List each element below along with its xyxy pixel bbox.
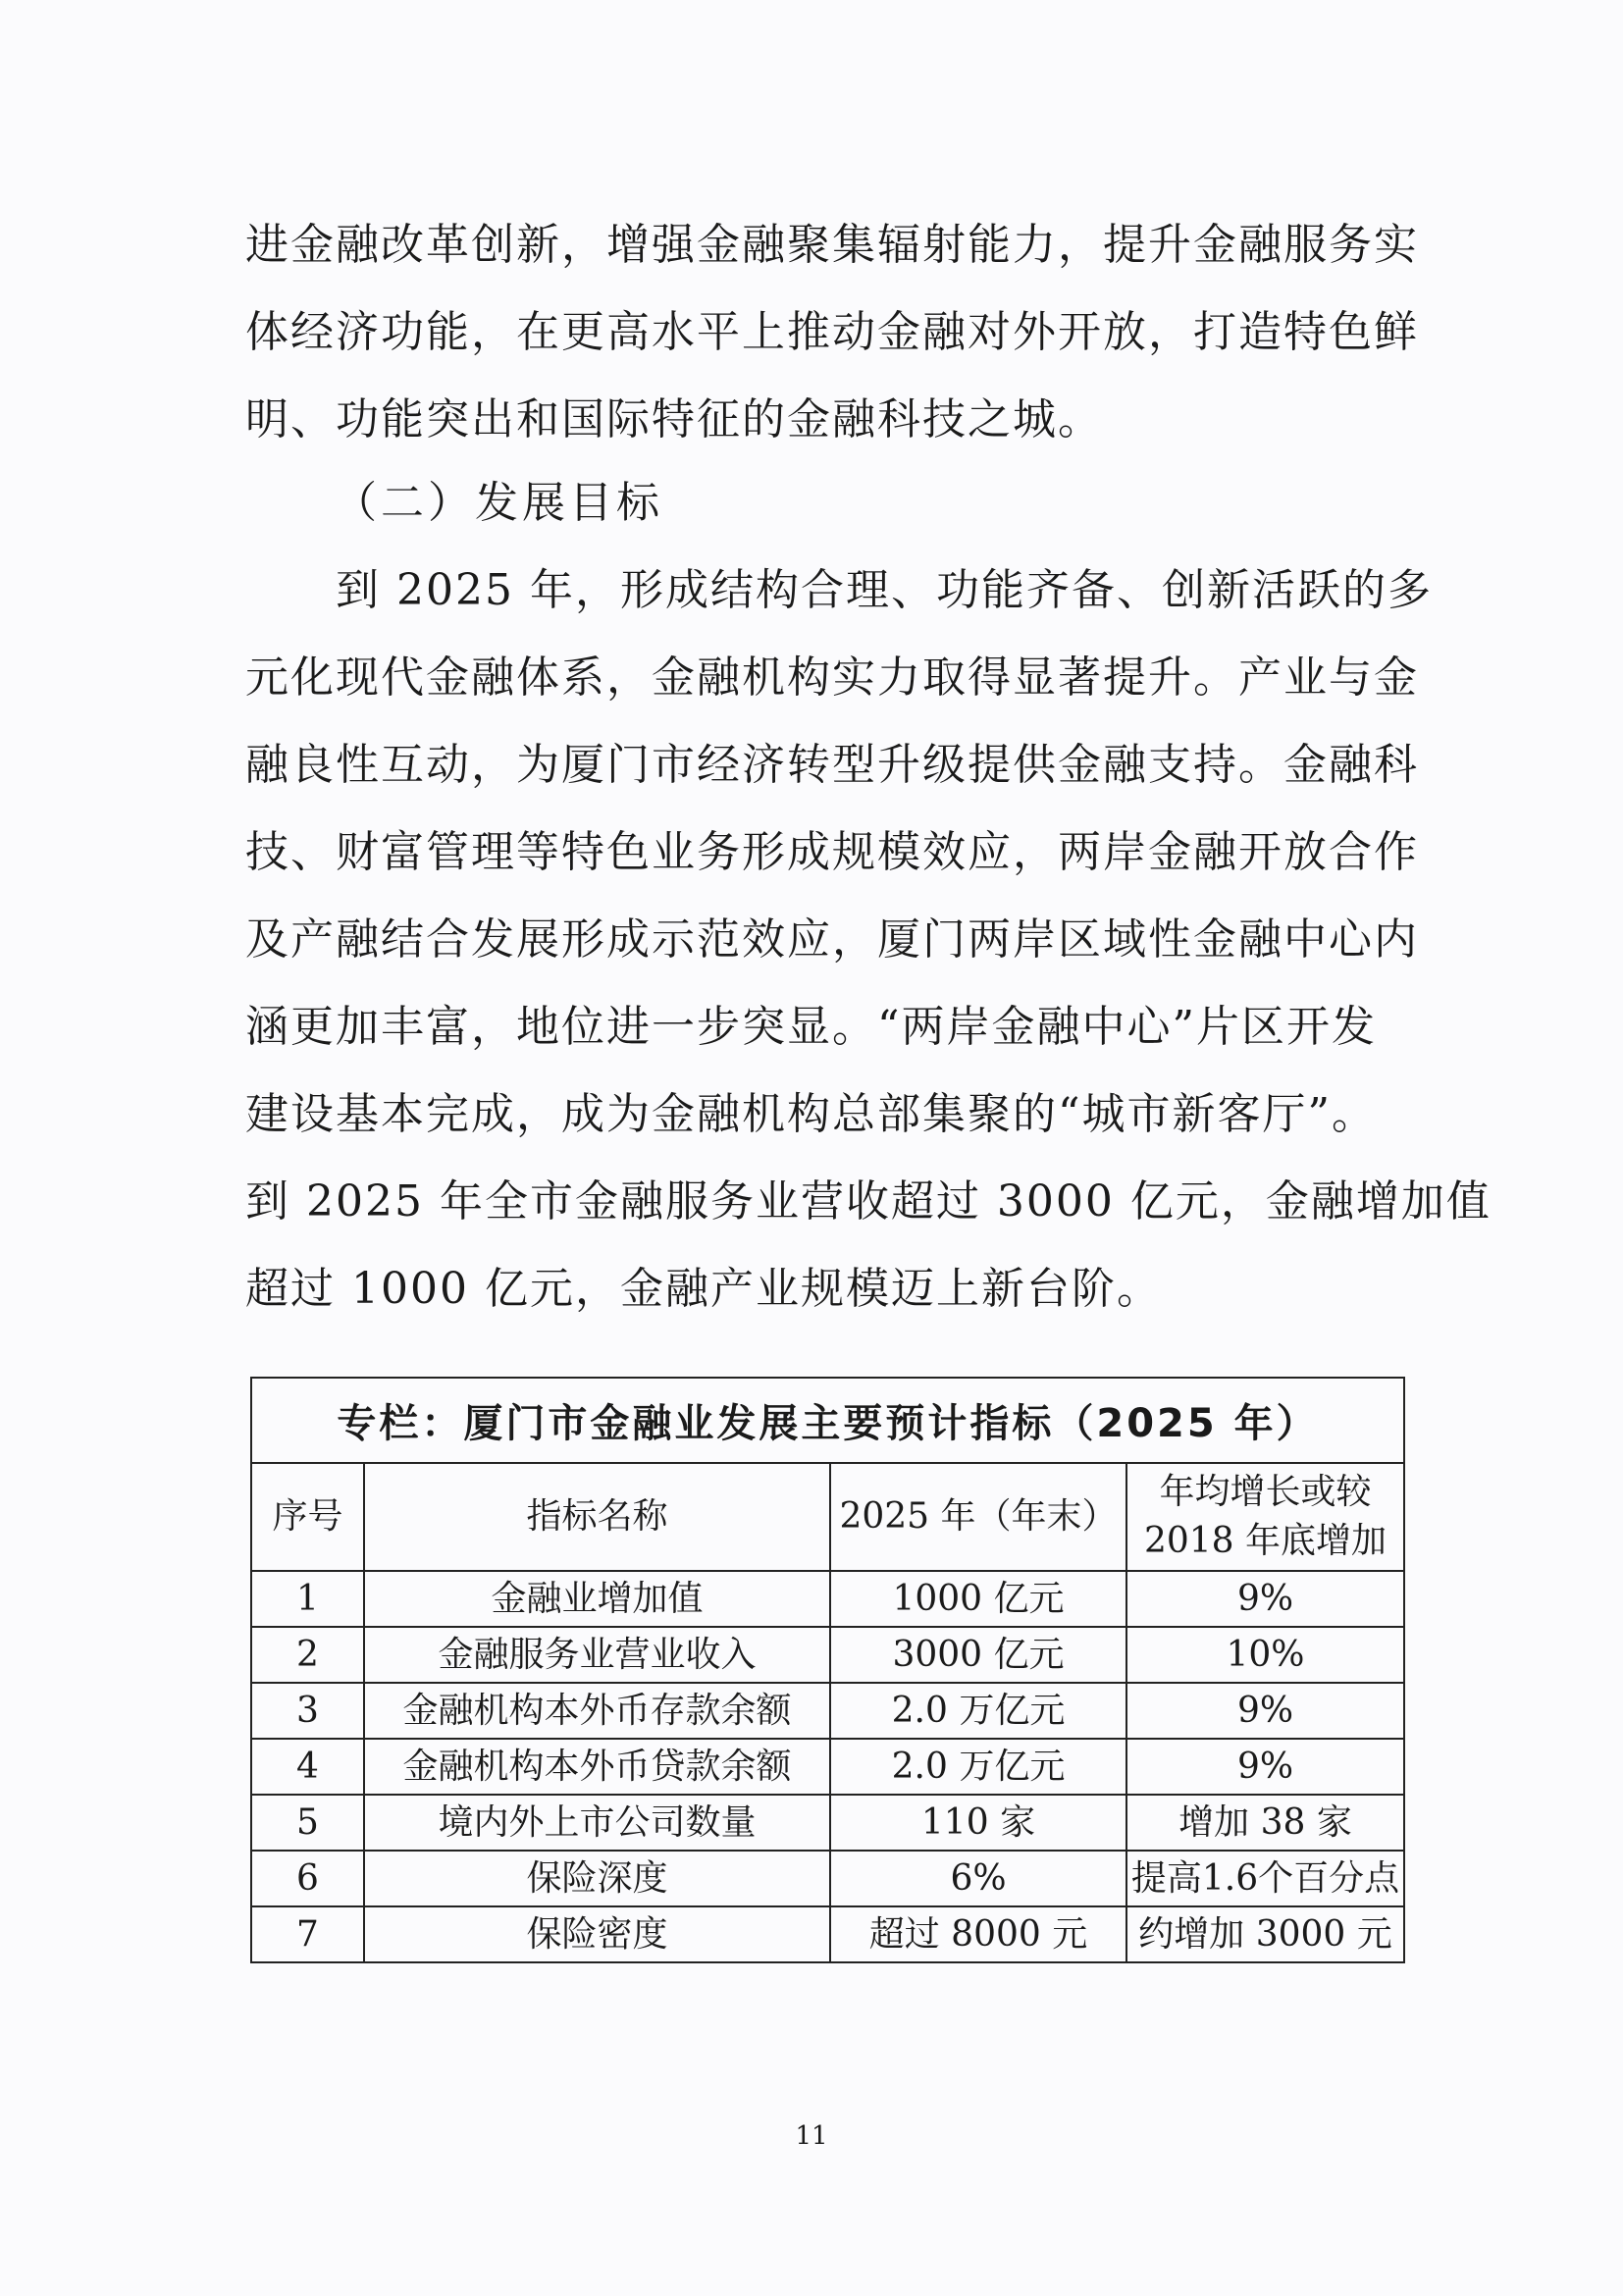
cell-growth: 9% — [1126, 1739, 1404, 1795]
cell-target: 2.0 万亿元 — [830, 1739, 1126, 1795]
cell-name: 金融机构本外币存款余额 — [364, 1683, 830, 1739]
cell-target: 超过 8000 元 — [830, 1906, 1126, 1962]
header-index: 序号 — [251, 1463, 364, 1571]
paragraph-development-goals — [245, 547, 1492, 1332]
cell-index: 2 — [251, 1627, 364, 1683]
cell-index: 6 — [251, 1851, 364, 1906]
cell-name: 金融服务业营业收入 — [364, 1627, 830, 1683]
cell-name: 保险密度 — [364, 1906, 830, 1962]
indicator-table — [250, 1377, 1405, 1963]
cell-name: 金融业增加值 — [364, 1571, 830, 1627]
cell-growth: 10% — [1126, 1627, 1404, 1683]
table-row — [251, 1571, 1404, 1627]
cell-growth: 增加 38 家 — [1126, 1795, 1404, 1851]
text-line: 建设基本完成，成为金融机构总部集聚的“城市新客厅”。 — [245, 1089, 1377, 1139]
cell-index: 4 — [251, 1739, 364, 1795]
text-line: 融良性互动，为厦门市经济转型升级提供金融支持。金融科 — [245, 740, 1419, 790]
table-row — [251, 1627, 1404, 1683]
text-line: 明、功能突出和国际特征的金融科技之城。 — [245, 394, 1103, 444]
table-header-row — [251, 1463, 1404, 1571]
text-line: 元化现代金融体系，金融机构实力取得显著提升。产业与金 — [245, 652, 1419, 703]
cell-growth: 约增加 3000 元 — [1126, 1906, 1404, 1962]
text-line: 及产融结合发展形成示范效应，厦门两岸区域性金融中心内 — [245, 914, 1419, 965]
text-line: 进金融改革创新，增强金融聚集辐射能力，提升金融服务实 — [245, 220, 1419, 270]
cell-name: 金融机构本外币贷款余额 — [364, 1739, 830, 1795]
paragraph-continuation — [245, 201, 1419, 463]
header-2025-target: 2025 年（年末） — [830, 1463, 1126, 1571]
table-caption: 专栏：厦门市金融业发展主要预计指标（2025 年） — [251, 1378, 1404, 1463]
table-row — [251, 1739, 1404, 1795]
table-row — [251, 1795, 1404, 1851]
cell-index: 1 — [251, 1571, 364, 1627]
cell-index: 3 — [251, 1683, 364, 1739]
table-row — [251, 1851, 1404, 1906]
cell-target: 110 家 — [830, 1795, 1126, 1851]
indicator-table-box — [250, 1377, 1403, 1963]
text-line: 到 2025 年全市金融服务业营收超过 3000 亿元，金融增加值 — [245, 1176, 1492, 1226]
text-line: 体经济功能，在更高水平上推动金融对外开放，打造特色鲜 — [245, 307, 1419, 357]
cell-name: 保险深度 — [364, 1851, 830, 1906]
text-line: 技、财富管理等特色业务形成规模效应，两岸金融开放合作 — [245, 827, 1419, 877]
page-number: 11 — [795, 2121, 828, 2151]
header-growth-line2: 2018 年底增加 — [1143, 1521, 1387, 1561]
cell-growth: 9% — [1126, 1571, 1404, 1627]
table-row — [251, 1906, 1404, 1962]
cell-target: 1000 亿元 — [830, 1571, 1126, 1627]
cell-target: 6% — [830, 1851, 1126, 1906]
cell-target: 2.0 万亿元 — [830, 1683, 1126, 1739]
text-line: 到 2025 年，形成结构合理、功能齐备、创新活跃的多 — [245, 565, 1433, 615]
cell-name: 境内外上市公司数量 — [364, 1795, 830, 1851]
cell-index: 7 — [251, 1906, 364, 1962]
cell-target: 3000 亿元 — [830, 1627, 1126, 1683]
cell-index: 5 — [251, 1795, 364, 1851]
text-line: 超过 1000 亿元，金融产业规模迈上新台阶。 — [245, 1264, 1162, 1314]
cell-growth: 提高1.6个百分点 — [1126, 1851, 1404, 1906]
cell-growth: 9% — [1126, 1683, 1404, 1739]
table-row — [251, 1683, 1404, 1739]
section-heading: （二）发展目标 — [334, 478, 663, 528]
header-growth — [1126, 1463, 1404, 1571]
text-line: 涵更加丰富，地位进一步突显。“两岸金融中心”片区开发 — [245, 1002, 1377, 1052]
header-growth-line1: 年均增长或较 — [1159, 1472, 1372, 1512]
header-indicator-name: 指标名称 — [364, 1463, 830, 1571]
